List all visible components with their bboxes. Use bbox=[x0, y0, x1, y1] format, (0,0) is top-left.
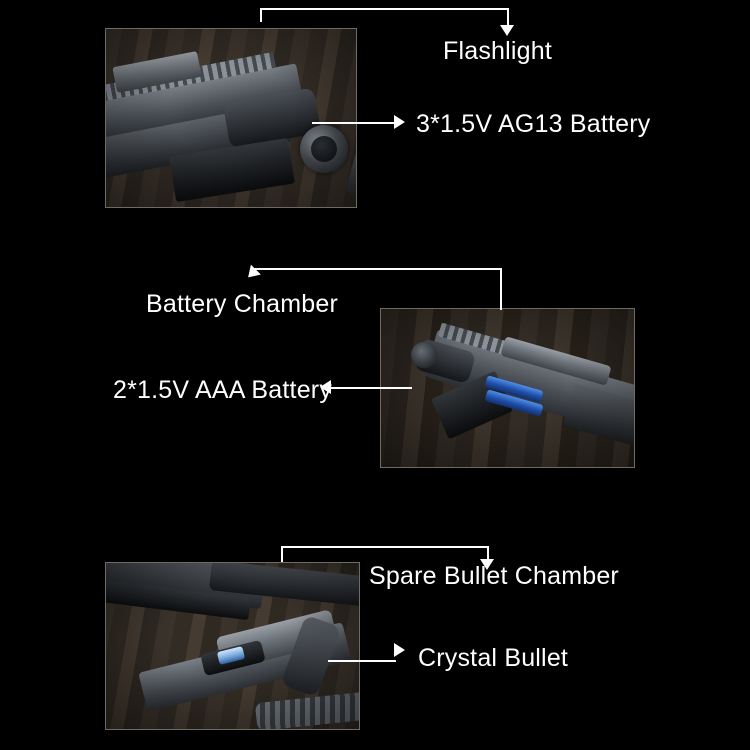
flashlight-leader-vertical-right bbox=[507, 8, 509, 26]
spare-bullet-leader-horizontal bbox=[281, 546, 488, 548]
battery-chamber-leader-vertical bbox=[500, 268, 502, 310]
flashlight-arrow bbox=[500, 25, 514, 36]
crystal-bullet-label: Crystal Bullet bbox=[418, 644, 569, 672]
spare-bullet-chamber-label: Spare Bullet Chamber bbox=[369, 562, 619, 590]
battery-chamber-leader-horizontal bbox=[252, 268, 501, 270]
flashlight-leader-vertical-left bbox=[260, 8, 262, 22]
battery-chamber-label: Battery Chamber bbox=[146, 290, 338, 318]
flashlight-leader-horizontal bbox=[260, 8, 508, 10]
photo-bottom bbox=[105, 562, 360, 730]
spare-bullet-leader-vertical-left bbox=[281, 546, 283, 562]
ag13-battery-label: 3*1.5V AG13 Battery bbox=[416, 110, 651, 138]
aaa-leader-line bbox=[330, 387, 412, 389]
photo-top-vignette bbox=[106, 29, 356, 207]
crystal-bullet-leader-line bbox=[328, 660, 396, 662]
photo-bottom-vignette bbox=[106, 563, 359, 729]
crystal-bullet-arrow bbox=[394, 643, 405, 657]
aaa-battery-label: 2*1.5V AAA Battery bbox=[113, 376, 333, 404]
flashlight-label: Flashlight bbox=[443, 37, 552, 65]
photo-middle bbox=[380, 308, 635, 468]
spare-bullet-leader-vertical-right bbox=[487, 546, 489, 560]
photo-top bbox=[105, 28, 357, 208]
ag13-arrow bbox=[394, 115, 405, 129]
photo-middle-vignette bbox=[381, 309, 634, 467]
ag13-leader-line bbox=[312, 122, 396, 124]
